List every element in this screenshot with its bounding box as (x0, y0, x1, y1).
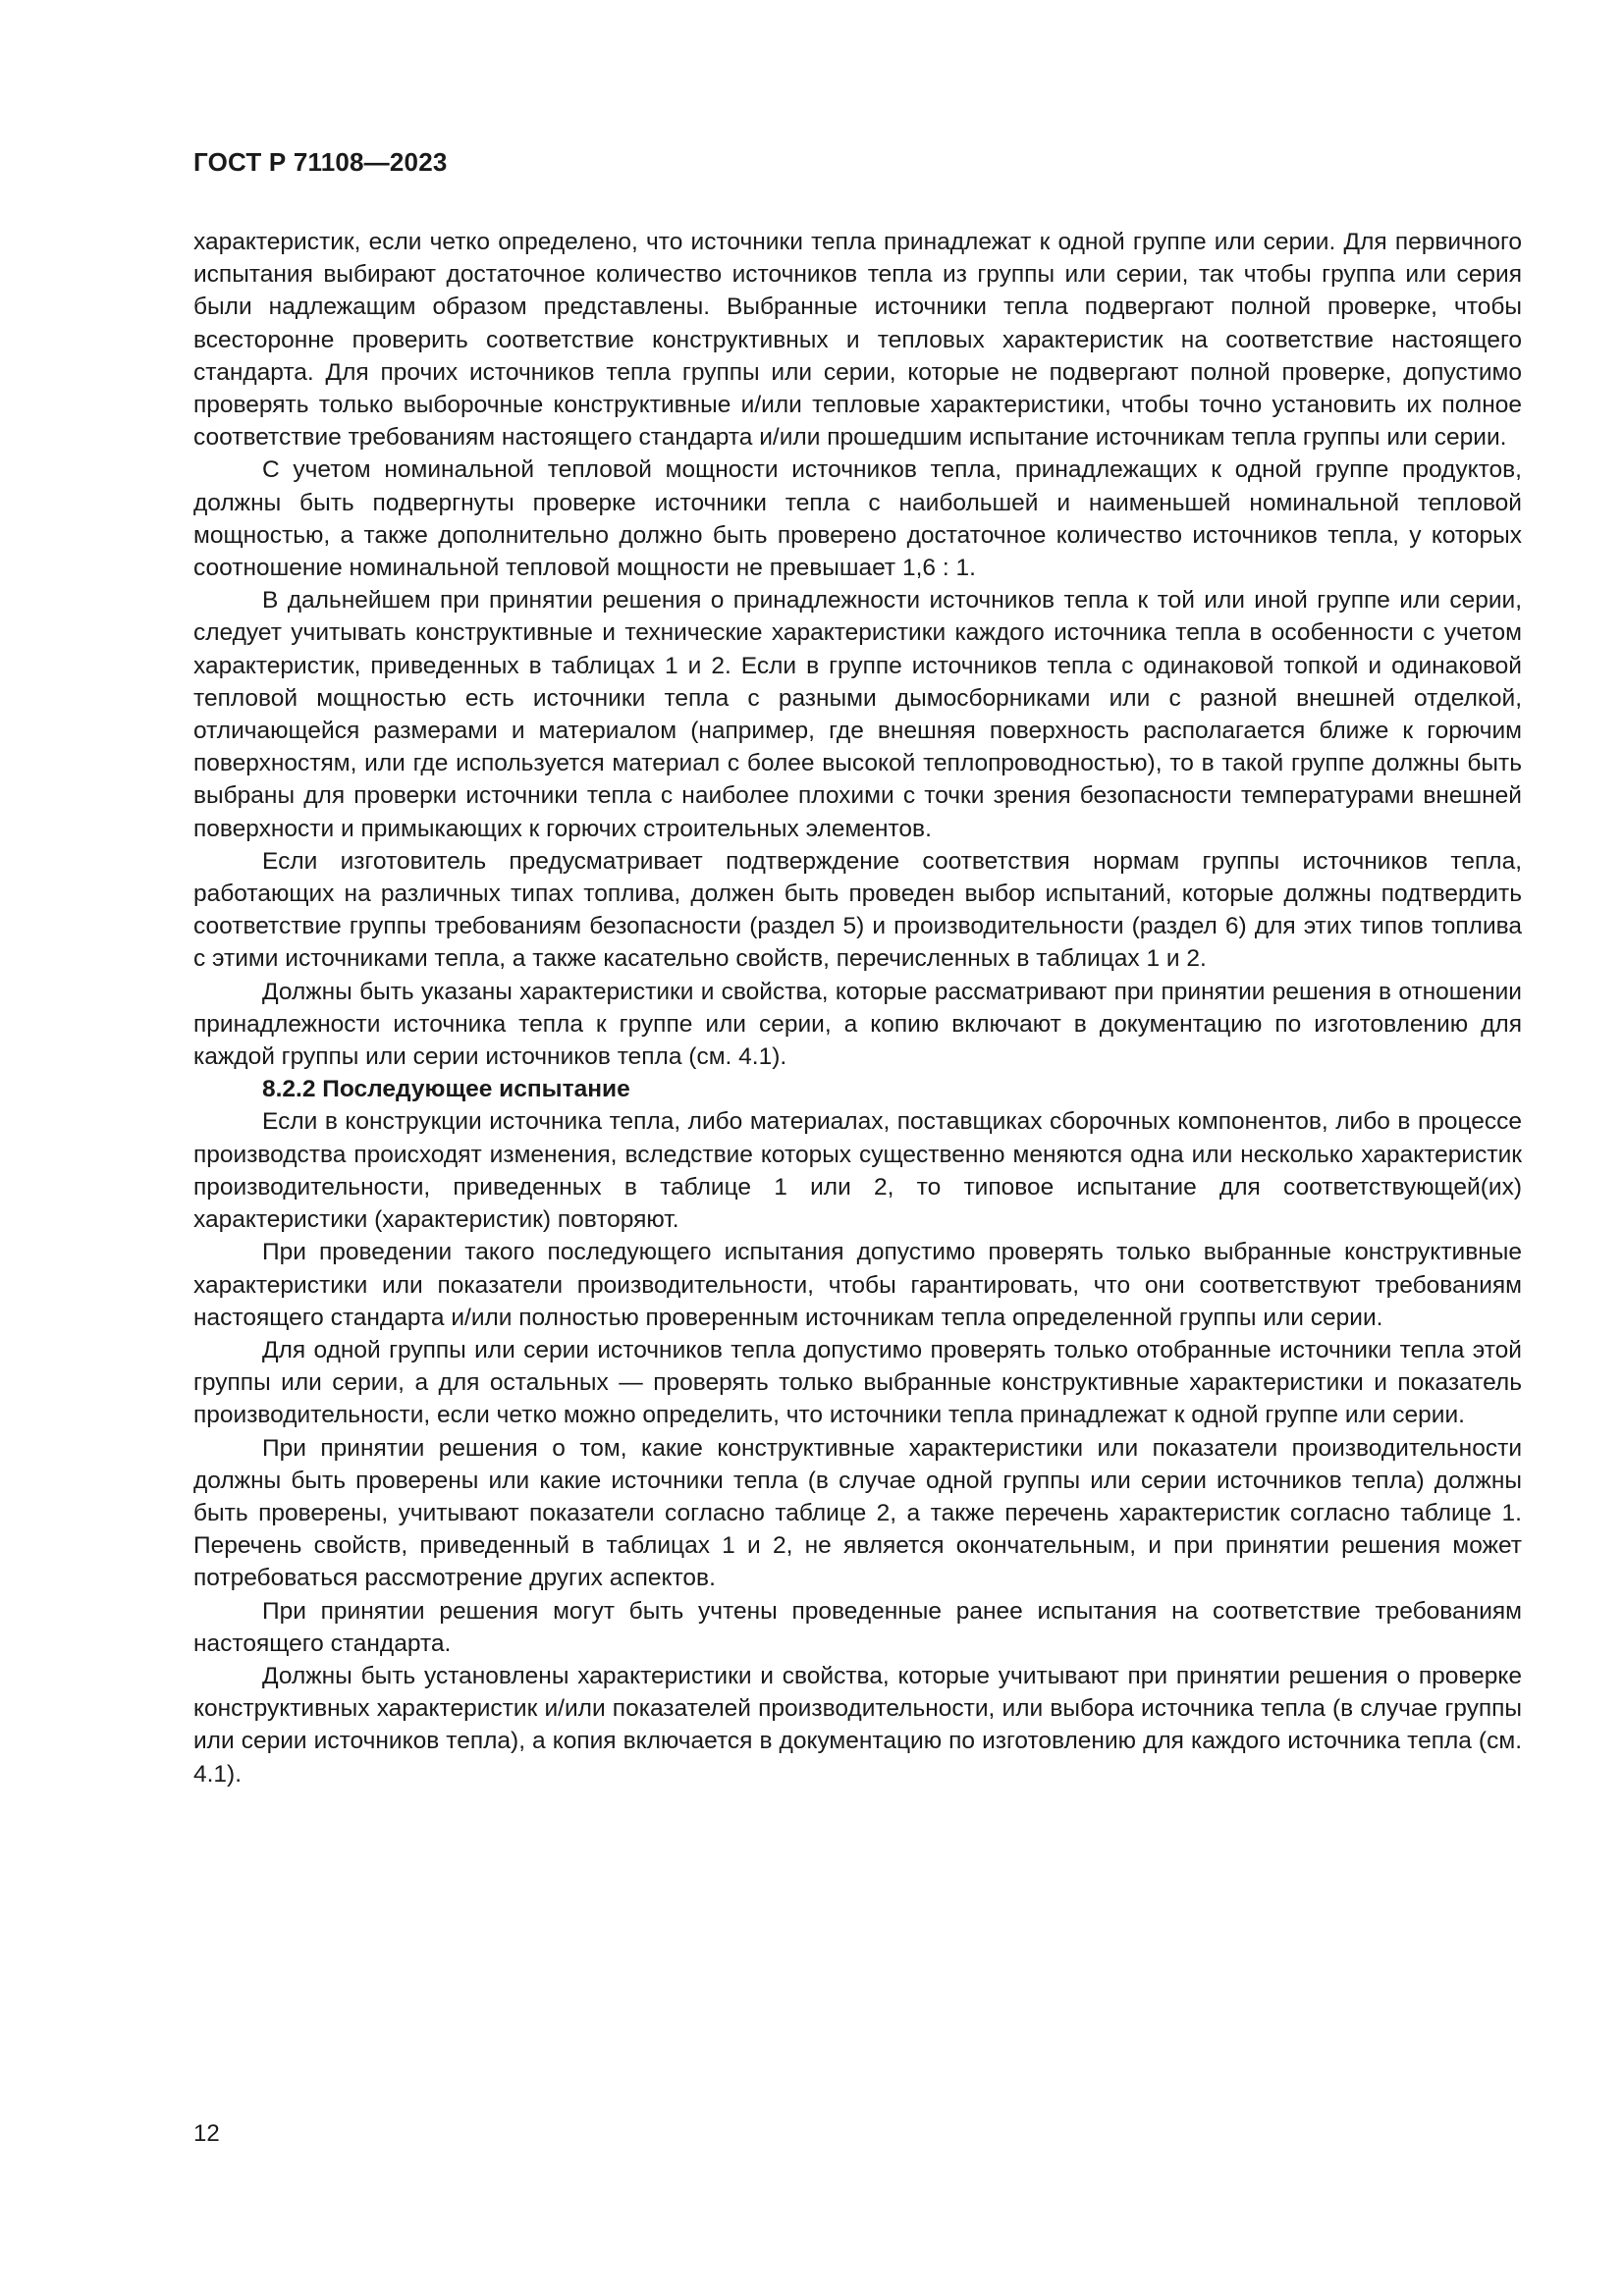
page-header-standard-id: ГОСТ Р 71108—2023 (193, 147, 448, 177)
paragraph-8: Для одной группы или серии источников тепла допустимо проверять только отобранные источники тепла этой группы или серии, а для остальных — проверять только выбранные конструктивные характеристики и показатель производительности, если четко можно определить, что источники тепла принадлежат к одной группе или серии. (193, 1336, 1522, 1429)
paragraph-9: При принятии решения о том, какие конструктивные характеристики или показатели производительности должны быть проверены или какие источники тепла (в случае одной группы или серии источников тепла) должны быть проверены, учитывают показатели согласно таблице 2, а также перечень характеристик согласно таблице 1. Перечень свойств, приведенный в таблицах 1 и 2, не является окончательным, и при принятии решения может потребоваться рассмотрение других аспектов. (193, 1434, 1522, 1592)
page-number: 12 (193, 2120, 220, 2147)
paragraph-6: Если в конструкции источника тепла, либо материалах, поставщиках сборочных компонентов, либо в процессе производства происходят изменения, вследствие которых существенно меняются одна или несколько характеристик производительности, приведенных в таблице 1 или 2, то типовое испытание для соответствующей(их) характеристики (характеристик) повторяют. (193, 1108, 1522, 1234)
document-body (193, 226, 1522, 1790)
section-heading-8-2-2: 8.2.2 Последующее испытание (262, 1076, 630, 1103)
paragraph-10: При принятии решения могут быть учтены проведенные ранее испытания на соответствие требованиям настоящего стандарта. (193, 1597, 1522, 1657)
paragraph-3: В дальнейшем при принятии решения о принадлежности источников тепла к той или иной группе или серии, следует учитывать конструктивные и технические характеристики каждого источника тепла в особенности с учетом характеристик, приведенных в таблицах 1 и 2. Если в группе источников тепла с одинаковой топкой и одинаковой тепловой мощностью есть источники тепла с разными дымосборниками или с разной внешней отделкой, отличающейся размерами и материалом (например, где внешняя поверхность располагается ближе к горючим поверхностям, или где используется материал с более высокой теплопроводностью), то в такой группе должны быть выбраны для проверки источники тепла с наиболее плохими с точки зрения безопасности температурами внешней поверхности и примыкающих к горючих строительных элементов. (193, 587, 1522, 842)
paragraph-1: характеристик, если четко определено, что источники тепла принадлежат к одной группе или серии. Для первичного испытания выбирают достаточное количество источников тепла из группы или серии, так чтобы группа или серия были надлежащим образом представлены. Выбранные источники тепла подвергают полной проверке, чтобы всесторонне проверить соответствие конструктивных и тепловых характеристик на соответствие настоящего стандарта. Для прочих источников тепла группы или серии, которые не подвергают полной проверке, допустимо проверять только выборочные конструктивные и/или тепловые характеристики, чтобы точно установить их полное соответствие требованиям настоящего стандарта и/или прошедшим испытание источникам тепла группы или серии. (193, 229, 1522, 452)
paragraph-5: Должны быть указаны характеристики и свойства, которые рассматривают при принятии решения в отношении принадлежности источника тепла к группе или серии, а копию включают в документацию по изготовлению для каждой группы или серии источников тепла (см. 4.1). (193, 978, 1522, 1071)
paragraph-2: С учетом номинальной тепловой мощности источников тепла, принадлежащих к одной группе продуктов, должны быть подвергнуты проверке источники тепла с наибольшей и наименьшей номинальной тепловой мощностью, а также дополнительно должно быть проверено достаточное количество источников тепла, у которых соотношение номинальной тепловой мощности не превышает 1,6 : 1. (193, 456, 1522, 582)
paragraph-11: Должны быть установлены характеристики и свойства, которые учитывают при принятии решения о проверке конструктивных характеристик и/или показателей производительности, или выбора источника тепла (в случае группы или серии источников тепла), а копия включается в документацию по изготовлению для каждого источника тепла (см. 4.1). (193, 1662, 1522, 1788)
paragraph-7: При проведении такого последующего испытания допустимо проверять только выбранные конструктивные характеристики или показатели производительности, чтобы гарантировать, что они соответствуют требованиям настоящего стандарта и/или полностью проверенным источникам тепла определенной группы или серии. (193, 1239, 1522, 1331)
paragraph-4: Если изготовитель предусматривает подтверждение соответствия нормам группы источников тепла, работающих на различных типах топлива, должен быть проведен выбор испытаний, которые должны подтвердить соответствие группы требованиям безопасности (раздел 5) и производительности (раздел 6) для этих типов топлива с этими источниками тепла, а также касательно свойств, перечисленных в таблицах 1 и 2. (193, 847, 1522, 973)
